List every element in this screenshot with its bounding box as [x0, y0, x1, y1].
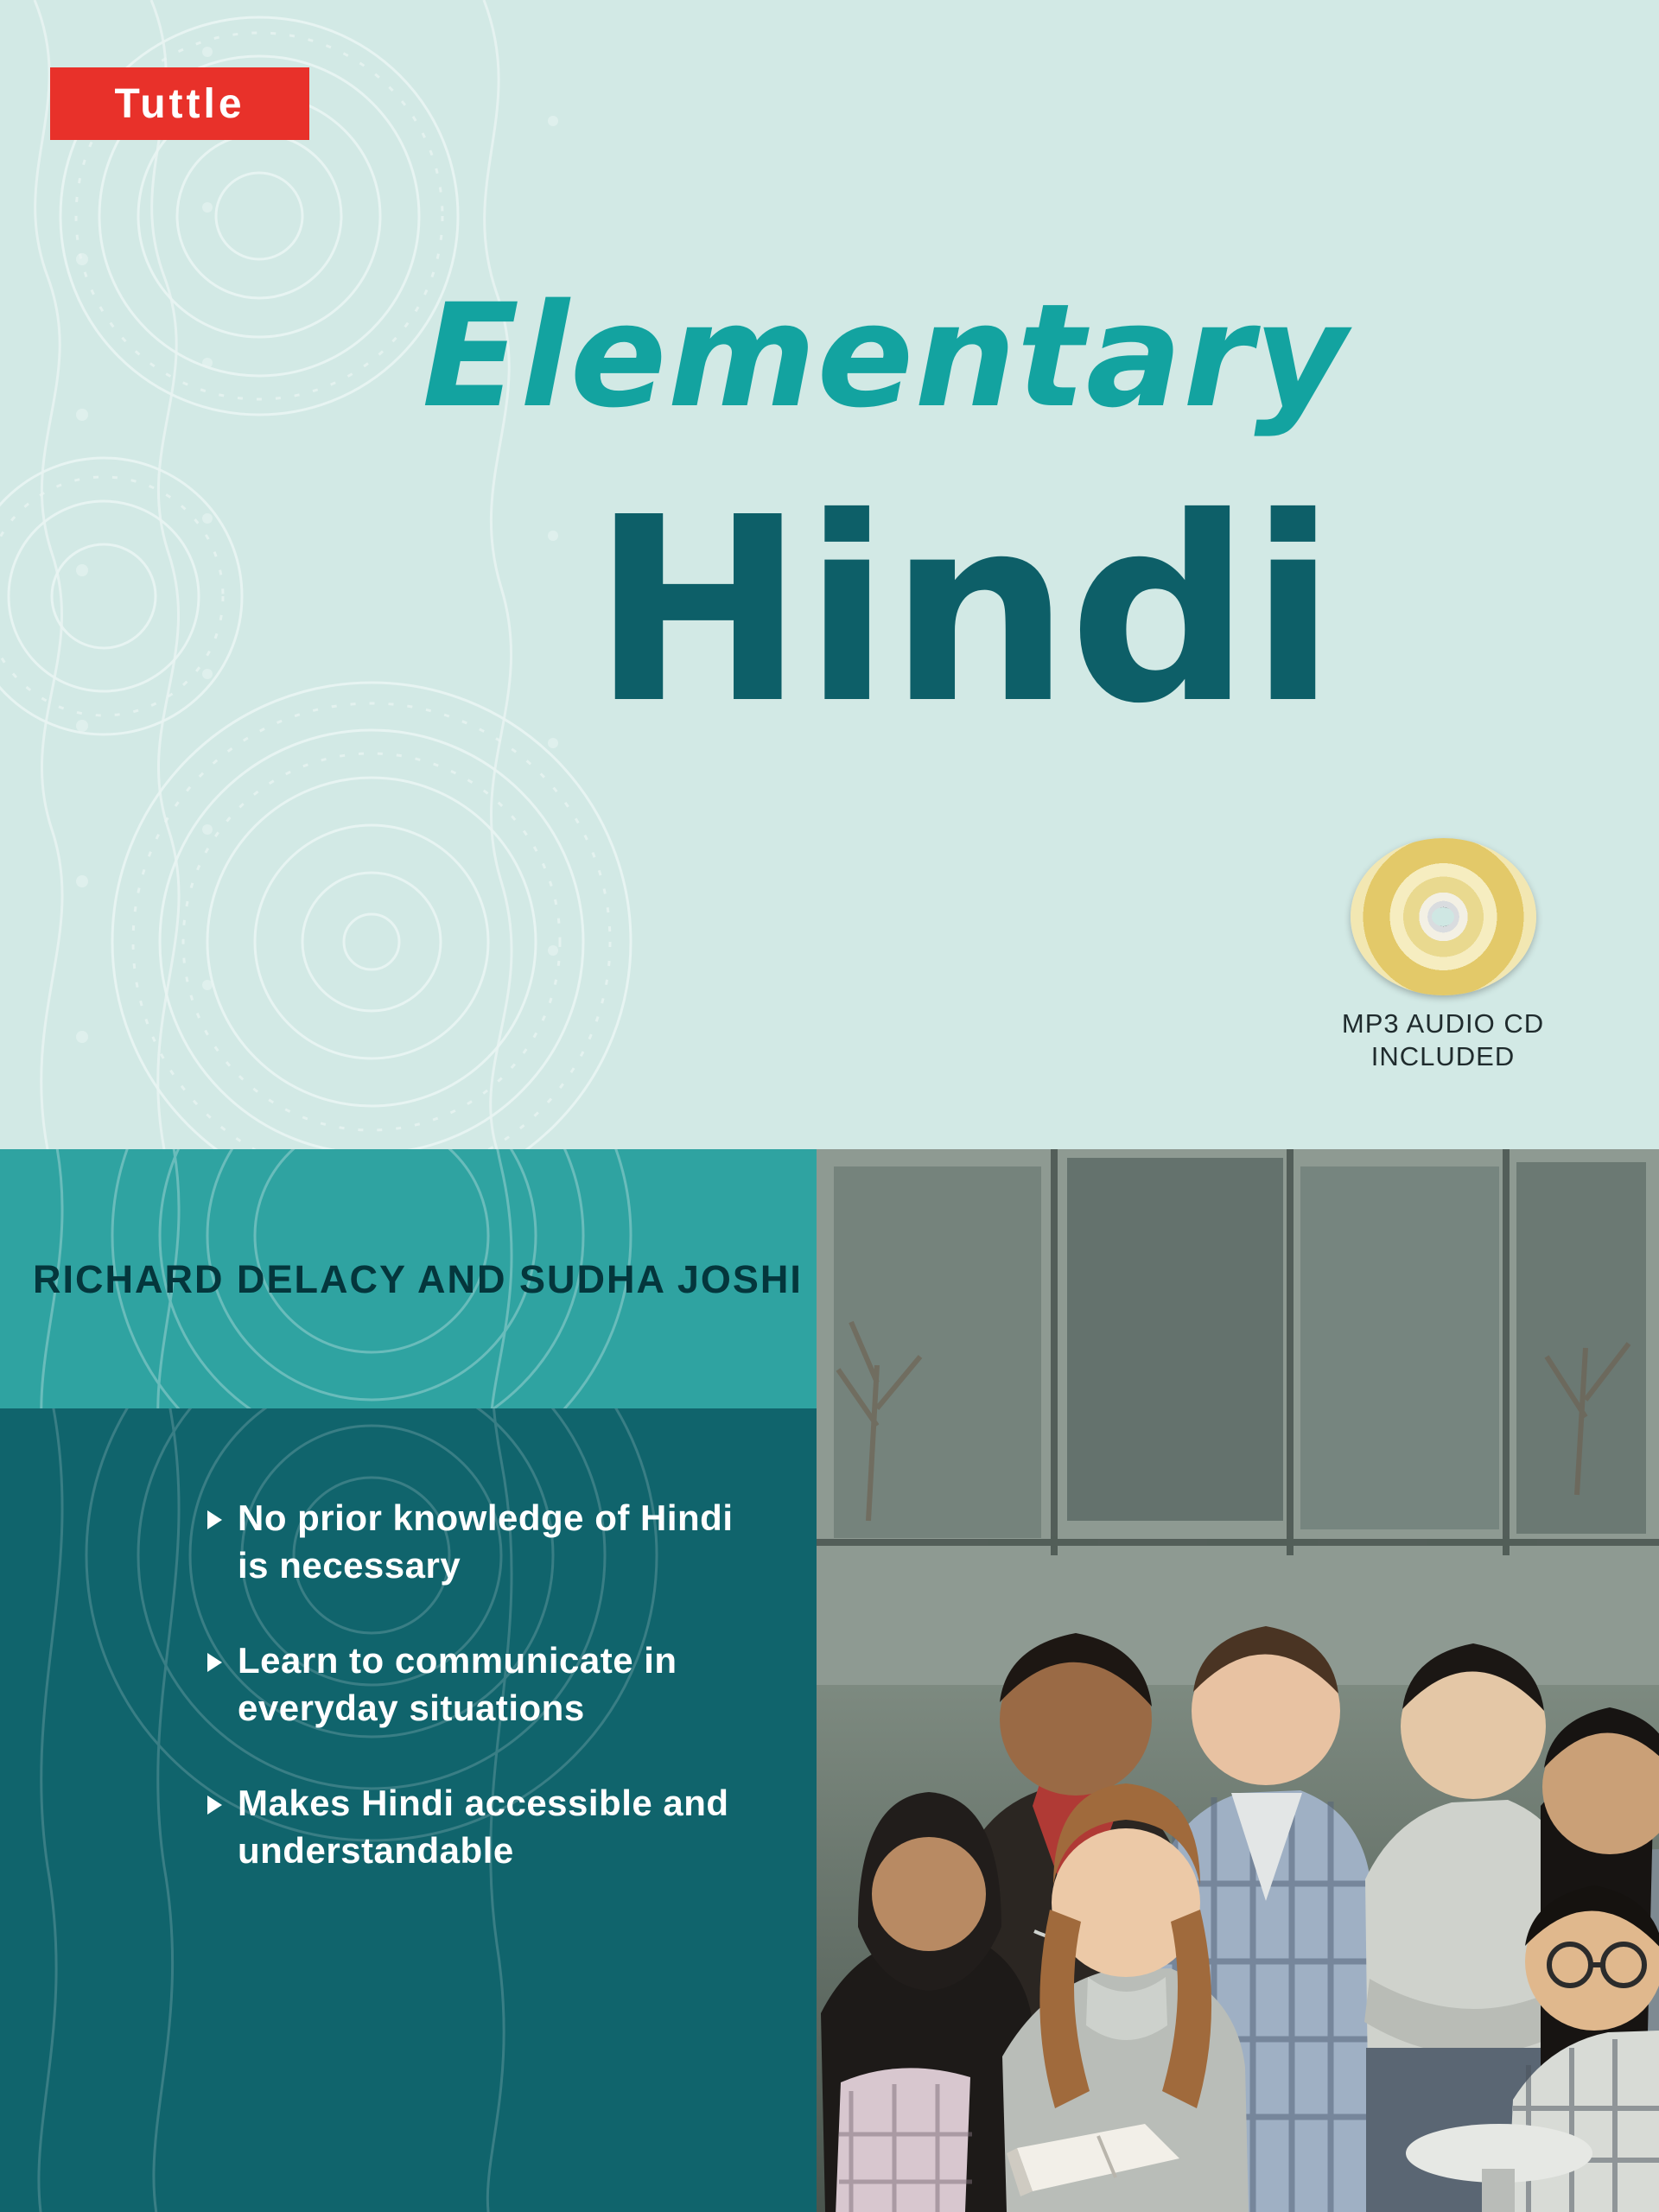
- list-item: [207, 1780, 760, 1874]
- compact-disc-icon: [1351, 838, 1536, 995]
- media-badge-caption: [1335, 1007, 1551, 1073]
- triangle-bullet-icon: [207, 1653, 222, 1672]
- feature-text: Makes Hindi accessible and understandable: [238, 1783, 729, 1871]
- feature-text: No prior knowledge of Hindi is necessary: [238, 1497, 734, 1586]
- book-subtitle: Hindi: [591, 462, 1335, 760]
- triangle-bullet-icon: [207, 1796, 222, 1815]
- publisher-logo-text: Tuttle: [114, 80, 245, 127]
- cover-photo: [817, 1149, 1659, 2212]
- publisher-logo: [50, 67, 309, 140]
- media-badge: [1335, 838, 1551, 1073]
- list-item: [207, 1637, 760, 1732]
- media-badge-line2: INCLUDED: [1370, 1040, 1516, 1071]
- triangle-bullet-icon: [207, 1510, 222, 1529]
- list-item: [207, 1495, 760, 1589]
- book-title: Elementary: [422, 273, 1348, 439]
- features-list: [207, 1495, 760, 1923]
- feature-text: Learn to communicate in everyday situations: [238, 1640, 677, 1728]
- cover-photo-illustration: [817, 1149, 1659, 2212]
- media-badge-line1: MP3 AUDIO CD: [1341, 1008, 1545, 1039]
- author-band: [0, 1149, 817, 1408]
- author-names: RICHARD DELACY AND SUDHA JOSHI: [33, 1257, 803, 1301]
- features-panel: [0, 1408, 817, 2212]
